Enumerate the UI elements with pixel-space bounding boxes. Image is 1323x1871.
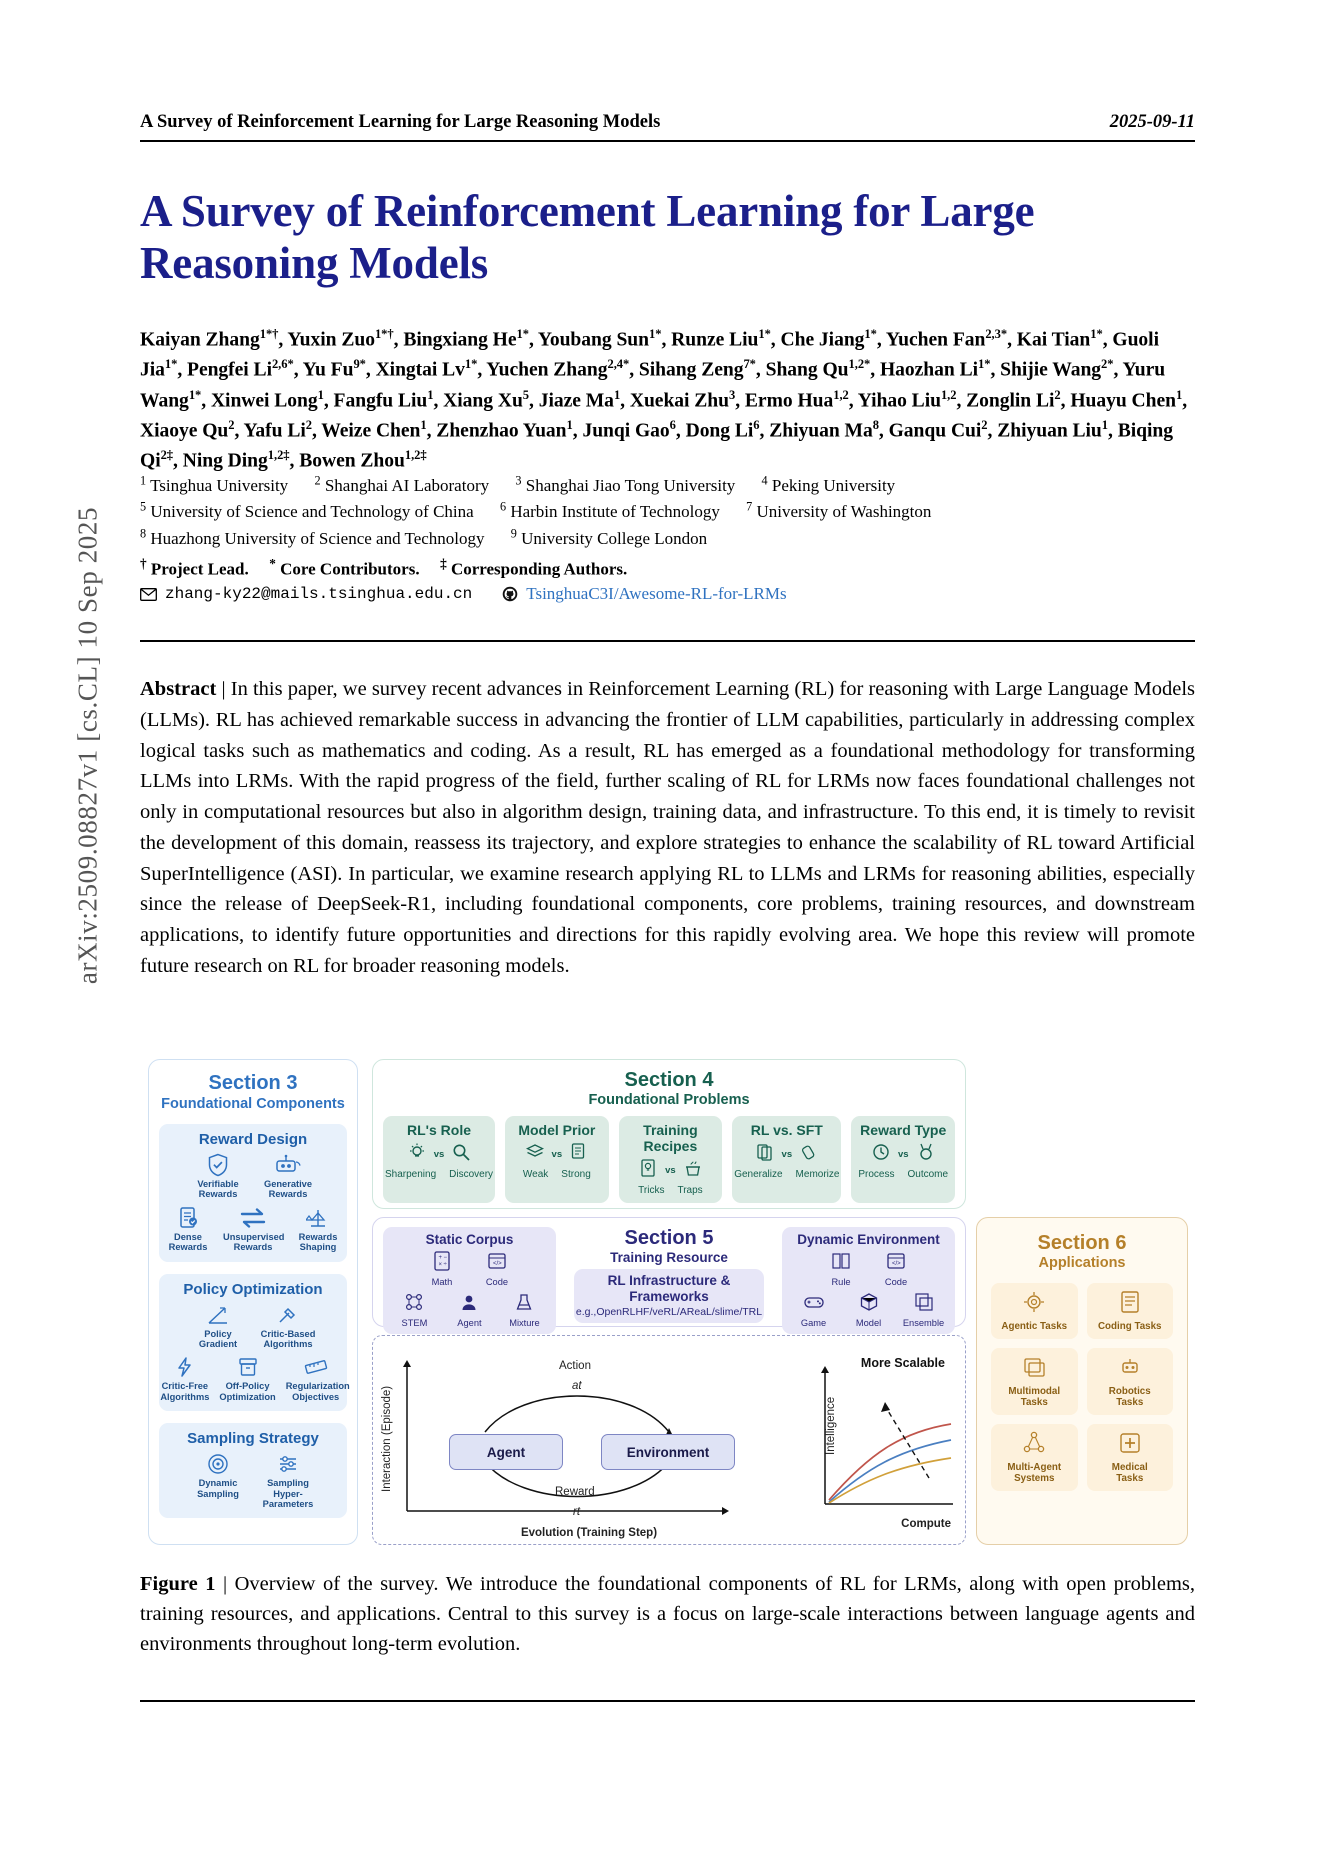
- model-prior-card: [505, 1116, 609, 1203]
- ddagger-symbol: ‡: [440, 556, 447, 571]
- document-check-icon: [163, 1205, 213, 1231]
- item-label: Game: [800, 1318, 827, 1328]
- page-title: A Survey of Reinforcement Learning for Large Reasoning Models: [140, 186, 1035, 289]
- item-label: Mixture: [509, 1318, 540, 1328]
- card-labels: [507, 1169, 607, 1180]
- rl-role-card: [383, 1116, 495, 1203]
- contact-email[interactable]: zhang-ky22@mails.tsinghua.edu.cn: [165, 585, 473, 603]
- item-label: Off-Policy Optimization: [219, 1381, 276, 1402]
- vs-label: vs: [665, 1165, 676, 1176]
- multimodal-tasks-card: [991, 1348, 1078, 1415]
- affiliation-item: $^8$ Huazhong University of Science and Technology: [140, 525, 485, 548]
- layers-icon: [525, 1142, 545, 1167]
- section4-title: Section 4: [624, 1069, 714, 1091]
- contact-line: [140, 584, 1195, 604]
- network-icon: [993, 1430, 1076, 1461]
- affiliation-item: $^1$ Tsinghua University: [140, 473, 289, 495]
- icon-row: [784, 1291, 953, 1328]
- book-rules-icon: [818, 1250, 864, 1277]
- card-labels: [853, 1169, 953, 1180]
- code-file-icon: [1089, 1289, 1172, 1320]
- verifiable-rewards-item: [188, 1152, 248, 1200]
- figure-1: [148, 1055, 1188, 1550]
- core-contributors-note: Core Contributors.: [280, 559, 420, 579]
- vs-row: [385, 1142, 493, 1167]
- dagger-symbol: †: [140, 556, 147, 571]
- item-label: Critic-Free Algorithms: [160, 1381, 210, 1402]
- coding-tasks-card: [1087, 1283, 1174, 1339]
- compute-label: Compute: [901, 1518, 951, 1530]
- abstract-top-rule: [140, 640, 1195, 642]
- figure-section5-panel: [372, 1217, 966, 1327]
- code-window-icon: [873, 1250, 919, 1277]
- sliders-icon: [258, 1451, 318, 1477]
- card-right-label: Strong: [561, 1169, 591, 1180]
- lightning-icon: [160, 1354, 209, 1380]
- reward-type-card: [851, 1116, 955, 1203]
- vs-row: [507, 1142, 607, 1167]
- item-label: Regularization Objectives: [285, 1381, 350, 1402]
- card-left-label: Sharpening: [385, 1169, 437, 1180]
- chart-up-icon: [188, 1302, 248, 1328]
- critic-free-item: [160, 1354, 209, 1402]
- headset-agent-icon: [446, 1291, 492, 1318]
- card-labels: [385, 1169, 493, 1180]
- figure-caption-separator: |: [222, 1573, 228, 1595]
- robot-icon: [258, 1152, 318, 1178]
- stacked-windows-icon: [901, 1291, 947, 1318]
- action-label: Action: [559, 1360, 591, 1372]
- svg-text:−: −: [443, 1255, 447, 1261]
- rl-infrastructure-title: RL Infrastructure & Frameworks: [607, 1273, 731, 1304]
- dynamic-environment-panel: [782, 1227, 955, 1334]
- card-left-label: Process: [858, 1169, 895, 1180]
- item-label: Policy Gradient: [198, 1328, 238, 1350]
- figure-section6-panel: [976, 1217, 1188, 1545]
- regularization-item: [285, 1354, 350, 1402]
- reward-label: Reward: [555, 1486, 595, 1498]
- off-policy-item: [219, 1354, 275, 1402]
- item-label: Dynamic Sampling: [197, 1478, 239, 1499]
- section6-title: Section 6: [1037, 1232, 1127, 1254]
- abstract-body: In this paper, we survey recent advances in Reinforcement Learning (RL) for reasoning with Large Language Models (LLMs). RL has achieved remarkable success in advancing the frontier of LLM capabilities, particularly in addressing complex logical tasks such as mathematics and coding. As a result, RL has emerged as a foundational methodology for transforming LLMs into LRMs. With the rapid progress of the field, further scaling of RL for LRMs now faces foundational challenges not only in computational resources but also in algorithm design, training data, and infrastructure. To this end, it is timely to revisit the development of this domain, reassess its trajectory, and explore strategies to enhance the scalability of RL toward Artificial SuperIntelligence (ASI). In particular, we examine research applying RL to LLMs and LRMs for reasoning abilities, especially since the release of DeepSeek-R1, including foundational components, core problems, training resources, and downstream applications, to identify future opportunities and directions for this rapidly evolving area. We hope this review will promote future research on RL for broader reasoning models.: [140, 678, 1196, 977]
- code-item: [474, 1250, 520, 1287]
- section3-subtitle: Foundational Components: [161, 1096, 345, 1112]
- magnifier-icon: [451, 1142, 471, 1167]
- loop-y-axis-label: Interaction (Episode): [381, 1385, 393, 1493]
- icon-row: [163, 1302, 343, 1350]
- card-right-label: Memorize: [795, 1169, 840, 1180]
- lightbulb-icon: [407, 1142, 427, 1167]
- author-list: Kaiyan Zhang$^{1*\dagger}$, Yuxin Zuo$^{1*\dagger}$, Bingxiang $He^{1*}$, Youbang Sun$^{1*}$, Runze Liu$^{1*}$, Che Jiang$^{1*}$, Yuchen Fan$^{2,3*}$, Kai Tian$^{1*}$, Guoli Jia$^{1*}$, Pengfei $Li^{2,6*}$, Yu $Fu^{9*}$, Xingtai $Lv^{1*}$, Yuchen Zhang$^{2,4*}$, Sihang Zeng$^{7*}$, Shang $Qu^{1,2*}$, Haozhan $Li^{1*}$, Shijie Wang$^{2*}$, Yuru Wang$^{1*}$, Xinwei Long$^1$, Fangfu Liu$^1$, Xiang Xu$^5$, Jiaze Ma$^1$, Xuekai Zhu$^3$, Ermo Hua$^{1,2}$, Yihao Liu$^{1,2}$, Zonglin Li$^2$, Huayu Chen$^1$, Xiaoye Qu$^2$, Yafu Li$^2$, Weize Chen$^1$, Zhenzhao Yuan$^1$, Junqi Gao$^6$, Dong Li$^6$, Zhiyuan Ma$^8$, Ganqu Cui$^2$, Zhiyuan Liu$^1$, Biqing $Qi^{2\ddagger}$, Ning Ding$^{1,2\ddagger}$, Bowen Zhou$^{1,2\ddagger}$: [140, 327, 1188, 472]
- loop-right-y-axis-label: Intelligence: [825, 1396, 837, 1455]
- svg-text:</>: </>: [492, 1261, 502, 1267]
- card-left-label: Weak: [522, 1169, 549, 1180]
- robot-arm-icon: [1089, 1354, 1172, 1385]
- dynamic-environment-title: Dynamic Environment: [797, 1232, 940, 1247]
- card-left-label: Generalize: [734, 1169, 783, 1180]
- bottom-rule: [140, 1700, 1195, 1702]
- policy-optimization-group: [159, 1274, 350, 1412]
- static-corpus-panel: [383, 1227, 556, 1334]
- affiliation-item: $^4$ Peking University: [761, 473, 896, 495]
- pot-icon: [683, 1158, 703, 1183]
- card-label: Medical Tasks: [1111, 1461, 1148, 1484]
- card-labels: [621, 1185, 721, 1196]
- vs-label: vs: [433, 1149, 445, 1160]
- card-labels: [734, 1169, 839, 1180]
- policy-gradient-item: [188, 1302, 248, 1350]
- item-label: Ensemble: [902, 1318, 945, 1328]
- figure-section3-panel: [148, 1059, 358, 1545]
- affiliation-row: [140, 472, 1195, 498]
- item-label: Verifiable Rewards: [197, 1179, 239, 1200]
- document-hand-icon: [569, 1142, 589, 1167]
- abstract-separator: |: [221, 678, 226, 700]
- item-label: Sampling Hyper-Parameters: [262, 1478, 314, 1510]
- medical-cross-icon: [1089, 1430, 1172, 1461]
- affiliation-item: $^3$ Shanghai Jiao Tong University: [515, 473, 736, 495]
- dense-rewards-item: [163, 1205, 213, 1253]
- rule-item: [818, 1250, 864, 1287]
- vs-label: vs: [781, 1149, 793, 1160]
- vs-row: [621, 1158, 721, 1183]
- medal-icon: [916, 1142, 936, 1167]
- sampling-strategy-title: Sampling Strategy: [187, 1430, 319, 1448]
- static-corpus-title: Static Corpus: [425, 1232, 514, 1247]
- medical-tasks-card: [1087, 1424, 1174, 1491]
- agent-label: Agent: [486, 1444, 526, 1460]
- calculator-icon: [419, 1250, 465, 1277]
- sampling-strategy-group: [159, 1423, 347, 1518]
- icon-row: [163, 1205, 343, 1253]
- svg-text:</>: </>: [892, 1261, 901, 1267]
- item-label: Rewards Shaping: [298, 1231, 338, 1253]
- item-label: Rule: [831, 1277, 851, 1287]
- card-label: Robotics Tasks: [1108, 1385, 1151, 1408]
- affiliation-item: $^9$ University College London: [510, 525, 708, 548]
- clock-icon: [871, 1142, 891, 1167]
- reward-design-group: [159, 1124, 347, 1262]
- loop-x-axis-label: Evolution (Training Step): [520, 1527, 658, 1539]
- figure-caption-body: Overview of the survey. We introduce the foundational components of RL for LRMs, along with open problems, training resources, and applications. Central to this survey is a focus on large-scale interactions between language agents and environments throughout long-term evolution.: [140, 1573, 1196, 1655]
- asterisk-symbol: *: [269, 556, 276, 571]
- card-label: Multi-Agent Systems: [1007, 1461, 1062, 1484]
- critic-based-item: [258, 1302, 318, 1350]
- running-head-title: A Survey of Reinforcement Learning for Large Reasoning Models: [140, 112, 661, 132]
- dynamic-sampling-item: [188, 1451, 248, 1509]
- vs-row: [853, 1142, 953, 1167]
- section4-card-row: [373, 1116, 965, 1203]
- section4-subtitle: Foundational Problems: [588, 1092, 750, 1108]
- gear-agent-icon: [993, 1289, 1076, 1320]
- envelope-icon: [140, 588, 157, 601]
- vs-label: vs: [551, 1149, 563, 1160]
- molecule-icon: [391, 1291, 437, 1318]
- affiliation-item: $^7$ University of Washington: [746, 499, 932, 522]
- section5-title: Section 5: [624, 1227, 714, 1249]
- swap-arrows-icon: [223, 1205, 283, 1231]
- rewards-shaping-item: [293, 1205, 343, 1253]
- card-title: Training Recipes: [643, 1122, 698, 1154]
- ruler-icon: [286, 1354, 346, 1380]
- game-item: [791, 1291, 837, 1328]
- section5-center: [566, 1227, 772, 1334]
- multi-agent-systems-card: [991, 1424, 1078, 1491]
- running-head-date: 2025-09-11: [1109, 112, 1195, 132]
- target-icon: [188, 1451, 248, 1477]
- corresponding-authors-note: Corresponding Authors.: [450, 559, 628, 579]
- section5-subtitle: Training Resource: [610, 1250, 728, 1265]
- card-label: Multimodal Tasks: [1008, 1385, 1061, 1408]
- rl-infrastructure-examples: e.g.,OpenRLHF/veRL/AReaL/slime/TRL: [575, 1306, 763, 1319]
- affiliation-item: $^6$ Harbin Institute of Technology: [499, 499, 720, 522]
- mixture-item: [501, 1291, 547, 1328]
- scales-icon: [293, 1205, 343, 1231]
- figure-caption: [140, 1570, 1195, 1660]
- agent-node: [449, 1434, 563, 1470]
- card-label: Coding Tasks: [1097, 1321, 1162, 1332]
- item-label: Generative Rewards: [263, 1179, 313, 1200]
- reward-symbol: rt: [573, 1506, 581, 1518]
- sampling-hyperparams-item: [258, 1451, 318, 1509]
- image-stack-icon: [993, 1354, 1076, 1385]
- agent-item: [446, 1291, 492, 1328]
- github-repo-link[interactable]: TsinghuaC3I/Awesome-RL-for-LRMs: [526, 584, 787, 603]
- project-lead-note: Project Lead.: [150, 559, 249, 579]
- beaker-icon: [501, 1291, 547, 1318]
- rl-loop-diagram: [372, 1335, 966, 1545]
- cube-icon: [846, 1291, 892, 1318]
- section6-subtitle: Applications: [1038, 1255, 1126, 1271]
- item-label: Model: [855, 1318, 882, 1328]
- icon-row: [385, 1291, 554, 1328]
- robotics-tasks-card: [1087, 1348, 1174, 1415]
- card-left-label: Tricks: [638, 1185, 665, 1196]
- icon-row: [784, 1250, 953, 1287]
- card-right-label: Outcome: [907, 1169, 949, 1180]
- card-label: Agentic Tasks: [1001, 1321, 1068, 1332]
- affiliation-list: [140, 472, 1195, 551]
- generative-rewards-item: [258, 1152, 318, 1200]
- environment-node: [601, 1434, 735, 1470]
- vs-label: vs: [897, 1149, 909, 1160]
- archive-icon: [219, 1354, 275, 1380]
- item-label: STEM: [401, 1318, 428, 1328]
- more-scalable-label: More Scalable: [860, 1356, 945, 1370]
- vs-row: [734, 1142, 839, 1167]
- rl-infrastructure-box: [574, 1269, 764, 1323]
- item-label: Code: [485, 1277, 509, 1287]
- icon-row: [163, 1152, 343, 1200]
- affiliation-item: $^5$ University of Science and Technology of China: [140, 499, 474, 522]
- icon-row: [160, 1354, 350, 1402]
- svg-text:×: ×: [438, 1262, 442, 1268]
- icon-row: [163, 1451, 343, 1509]
- github-icon: [502, 586, 518, 602]
- training-recipes-card: [619, 1116, 723, 1203]
- item-label: Math: [431, 1277, 453, 1287]
- section3-title: Section 3: [208, 1072, 298, 1094]
- running-head: [140, 112, 1195, 133]
- shield-check-icon: [188, 1152, 248, 1178]
- card-title: Model Prior: [518, 1122, 596, 1138]
- item-label: Critic-Based Algorithms: [260, 1328, 316, 1350]
- model-item: [846, 1291, 892, 1328]
- running-head-rule: [140, 140, 1195, 142]
- ensemble-item: [901, 1291, 947, 1328]
- book-bulb-icon: [638, 1158, 658, 1183]
- card-right-label: Discovery: [449, 1169, 494, 1180]
- hammer-icon: [258, 1302, 318, 1328]
- card-title: RL's Role: [407, 1122, 472, 1138]
- gamepad-icon: [791, 1291, 837, 1318]
- author-notes: [140, 556, 1195, 580]
- item-label: Code: [884, 1277, 908, 1287]
- icon-row: [385, 1250, 554, 1287]
- item-label: Unsupervised Rewards: [223, 1231, 285, 1253]
- item-label: Agent: [457, 1318, 482, 1328]
- abstract-section: [140, 674, 1195, 982]
- figure-section4-panel: [372, 1059, 966, 1209]
- arxiv-stamp: arXiv:2509.08827v1 [cs.CL] 10 Sep 2025: [72, 506, 103, 985]
- card-title: RL vs. SFT: [750, 1122, 823, 1138]
- abstract-label: Abstract: [140, 678, 217, 700]
- environment-label: Environment: [626, 1444, 710, 1460]
- unsupervised-rewards-item: [223, 1205, 283, 1253]
- cards-icon: [755, 1142, 775, 1167]
- usb-icon: [799, 1142, 819, 1167]
- card-title: Reward Type: [860, 1122, 947, 1138]
- section5-inner: [373, 1218, 965, 1343]
- figure-caption-label: Figure 1: [140, 1573, 216, 1595]
- card-right-label: Traps: [677, 1185, 703, 1196]
- agentic-tasks-card: [991, 1283, 1078, 1339]
- rl-vs-sft-card: [732, 1116, 841, 1203]
- math-item: [419, 1250, 465, 1287]
- svg-text:+: +: [438, 1255, 442, 1261]
- action-symbol: at: [572, 1380, 582, 1392]
- affiliation-item: $^2$ Shanghai AI Laboratory: [314, 473, 490, 495]
- reward-design-title: Reward Design: [198, 1131, 308, 1148]
- affiliation-row: [140, 525, 1195, 551]
- stem-item: [391, 1291, 437, 1328]
- section6-grid: [977, 1271, 1187, 1491]
- code-window-icon: [474, 1250, 520, 1277]
- item-label: Dense Rewards: [168, 1231, 208, 1253]
- policy-optimization-title: Policy Optimization: [183, 1280, 323, 1298]
- svg-text:÷: ÷: [443, 1262, 447, 1268]
- code-item: [873, 1250, 919, 1287]
- affiliation-row: [140, 498, 1195, 524]
